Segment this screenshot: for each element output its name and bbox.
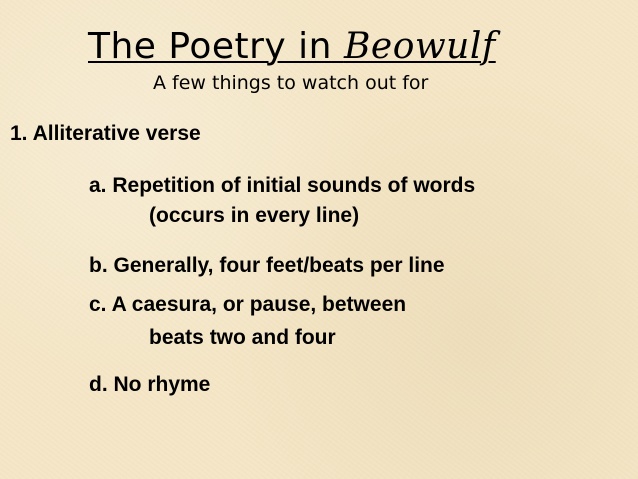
subpoint-a-line1: a. Repetition of initial sounds of words bbox=[89, 174, 476, 197]
subpoint-c-line1: c. A caesura, or pause, between bbox=[89, 293, 407, 316]
subpoint-a-line2: (occurs in every line) bbox=[149, 204, 360, 227]
subpoint-c-line2: beats two and four bbox=[149, 326, 336, 349]
subpoint-d-line1: d. No rhyme bbox=[89, 373, 211, 396]
slide-subtitle: A few things to watch out for bbox=[153, 72, 429, 94]
slide-title-emphasis: Beowulf bbox=[343, 26, 496, 67]
point-heading: 1. Alliterative verse bbox=[10, 122, 201, 145]
slide-title-text: The Poetry in bbox=[88, 26, 332, 67]
slide-title bbox=[88, 26, 496, 68]
subpoint-b-line1: b. Generally, four feet/beats per line bbox=[89, 254, 445, 277]
